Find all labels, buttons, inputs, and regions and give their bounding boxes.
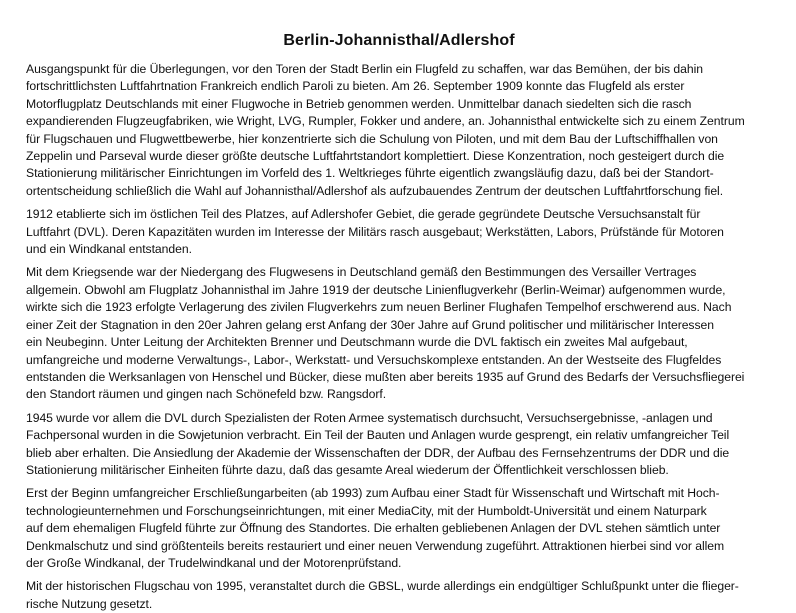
paragraph-4 bbox=[26, 410, 772, 480]
text-line: auf dem ehemaligen Flugfeld führte zur Öffnung des Standortes. Die erhalten gebliebenen Anlagen der DVL stehen sämtlich unter bbox=[26, 521, 721, 536]
text-line: einer Zeit der Stagnation in den 20er Jahren gelang erst Anfang der 30er Jahre auf Grund politischer und militärischer Interessen bbox=[26, 317, 714, 332]
text-line: Stationierung militärischer Einheiten führte dazu, daß das gesamte Areal wiederum der Öffentlichkeit verschlossen blieb. bbox=[26, 462, 669, 477]
text-line: ein Neubeginn. Unter Leitung der Architekten Brenner und Deutschmann wurde die DVL faktisch ein zweites Mal aufgebaut, bbox=[26, 335, 688, 350]
text-line: Motorflugplatz Deutschlands mit einer Flugwoche in Betrieb genommen werden. Unmittelbar danach siedelten sich die rasch bbox=[26, 96, 692, 111]
text-line: Ausgangspunkt für die Überlegungen, vor den Toren der Stadt Berlin ein Flugfeld zu schaffen, war das Bemühen, der bis dahin bbox=[26, 62, 704, 76]
text-line: Mit der historischen Flugschau von 1995, veranstaltet durch die GBSL, wurde allerdings ein endgültiger Schlußpunkt unter die flieger- bbox=[26, 579, 739, 594]
page-title: Berlin-Johannisthal/Adlershof bbox=[283, 32, 515, 49]
text-line: allgemein. Obwohl am Flugplatz Johannisthal im Jahre 1919 der deutsche Linienflugverkehr (Berlin-Weimar) aufgenommen wurde, bbox=[26, 282, 726, 297]
text-line: ortentscheidung schließlich die Wahl auf Johannisthal/Adlershof als aufzubauendes Zentrum der deutschen Luftfahrtforschung fiel. bbox=[26, 183, 724, 198]
text-line: Mit dem Kriegsende war der Niedergang des Flugwesens in Deutschland gemäß den Bestimmungen des Versailler Vertrages bbox=[26, 265, 697, 280]
text-line: blieb aber erhalten. Die Ansiedlung der Akademie der Wissenschaften der DDR, der Aufbau des Fernsehzentrums der DDR und die bbox=[26, 445, 730, 460]
text-line: und ein Windkanal entstanden. bbox=[26, 242, 192, 257]
text-line: Denkmalschutz und sind größtenteils bereits restauriert und einer neuen Verwendung zugeführt. Attraktionen hierbei sind vor allem bbox=[26, 538, 725, 553]
text-line: Luftfahrt (DVL). Deren Kapazitäten wurden im Interesse der Militärs rasch ausgebaut; Werkstätten, Labors, Prüfstände für Motoren bbox=[26, 224, 724, 239]
text-line: technologieunternehmen und Forschungseinrichtungen, mit einer MediaCity, mit der Humboldt-Universität und einem Naturpark bbox=[26, 503, 707, 518]
text-line: der Große Windkanal, der Trudelwindkanal und der Motorenprüfstand. bbox=[26, 555, 402, 570]
text-line: Erst der Beginn umfangreicher Erschließungarbeiten (ab 1993) zum Aufbau einer Stadt für Wissenschaft und Wirtschaft mit Hoch- bbox=[26, 486, 720, 501]
text-line: rische Nutzung gesetzt. bbox=[26, 596, 153, 611]
text-line: expandierenden Flugzeugfabriken, wie Wright, LVG, Rumpler, Fokker und andere, an. Johannisthal entwickelte sich zu einem Zentrum bbox=[26, 114, 745, 129]
paragraph-2 bbox=[26, 206, 772, 258]
text-line: Zeppelin und Parseval wurde dieser größte deutsche Luftfahrtstandort komplettiert. Diese Konzentration, noch gesteigert durch die bbox=[26, 149, 725, 164]
text-line: entstanden die Werksanlagen von Henschel und Bücker, diese mußten aber bereits 1935 auf Grund des Bedarfs der Versuchsfliegerei bbox=[26, 369, 745, 384]
text-line: umfangreiche und moderne Verwaltungs-, Labor-, Werkstatt- und Versuchskomplexe entstanden. An der Westseite des Flugfeldes bbox=[26, 352, 722, 367]
paragraph-1 bbox=[26, 61, 772, 200]
paragraph-5 bbox=[26, 485, 772, 572]
paragraph-3 bbox=[26, 264, 772, 403]
paragraph-6 bbox=[26, 578, 772, 613]
text-line: 1945 wurde vor allem die DVL durch Spezialisten der Roten Armee systematisch durchsucht, Versuchsergebnisse, -anlagen und bbox=[26, 410, 713, 425]
text-line: wirkte sich die 1923 erfolgte Verlagerung des zivilen Flugverkehrs zum neuen Berliner Flughafen Tempelhof erschwerend aus. Nach bbox=[26, 300, 732, 315]
body-text bbox=[26, 61, 772, 613]
text-line: Fachpersonal wurden in die Sowjetunion verbracht. Ein Teil der Bauten und Anlagen wurde gesprengt, ein relativ umfangreicher Teil bbox=[26, 428, 730, 443]
text-line: für Flugschauen und Flugwettbewerbe, hier konzentrierte sich die Schulung von Piloten, und mit dem Bau der Luftschiffhallen von bbox=[26, 131, 718, 146]
text-line: 1912 etablierte sich im östlichen Teil des Platzes, auf Adlershofer Gebiet, die gerade gegründete Deutsche Versuchsanstalt für bbox=[26, 207, 701, 222]
text-line: fortschrittlichsten Luftfahrtnation Frankreich endlich Paroli zu bieten. Am 26. September 1909 konnte das Flugfeld als erster bbox=[26, 79, 685, 94]
text-line: den Standort räumen und gingen nach Schönefeld bzw. Rangsdorf. bbox=[26, 387, 387, 402]
text-line: Stationierung militärischer Einrichtungen im Vorfeld des 1. Weltkrieges führte eigentlich zwangsläufig dazu, daß bei der Standort- bbox=[26, 166, 714, 181]
